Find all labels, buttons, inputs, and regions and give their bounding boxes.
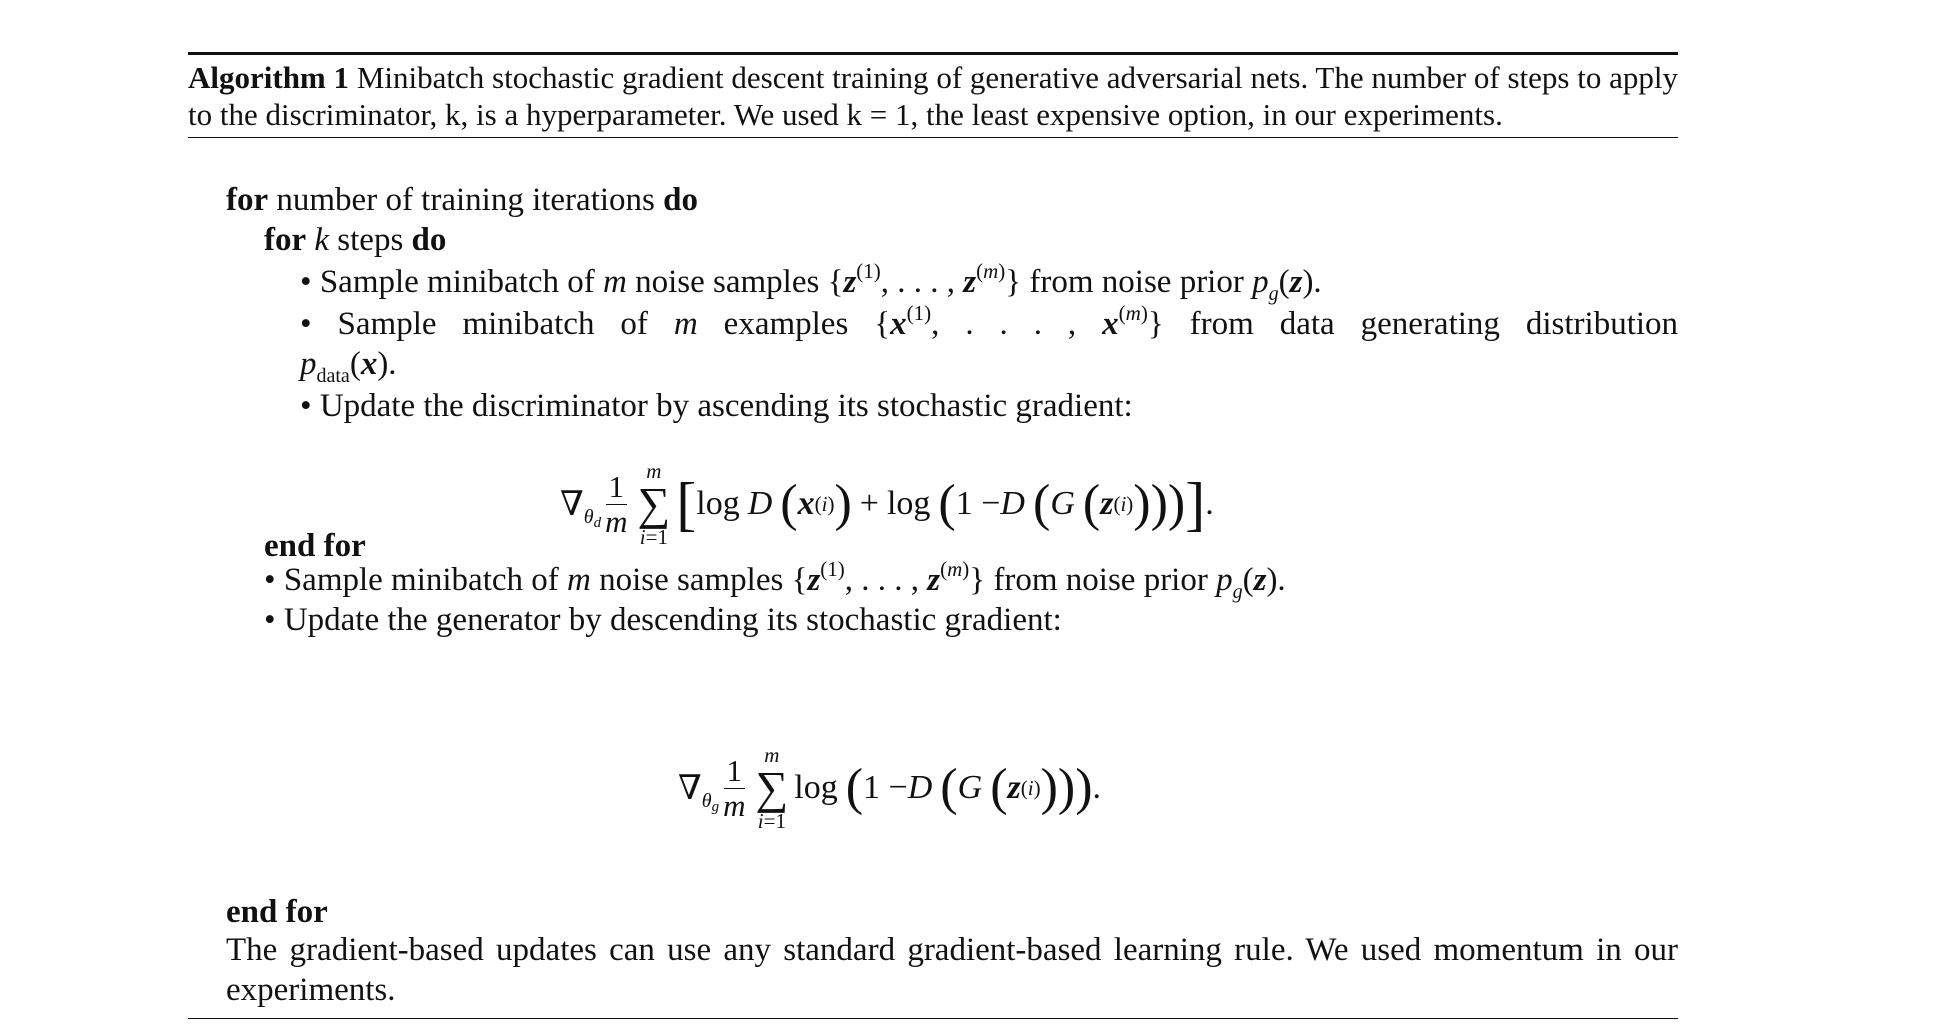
fraction-numerator: 1 bbox=[606, 470, 628, 505]
discriminator-gradient-equation: $\nabla_{\theta_d}$ $\frac{1}{m}$ m ∑ i=1 [ log D ( x (i) ) + log ( 1 − D ( G ( z (i) ))) ] . bbox=[560, 459, 1214, 549]
bullet: • bbox=[264, 602, 276, 638]
k-variable: k bbox=[314, 222, 330, 258]
noise-set-math: {$z^{(1)}$, . . . , $z^{(m)}$} bbox=[791, 557, 986, 598]
footer-note bbox=[226, 930, 1678, 1010]
inner-for-text: steps bbox=[337, 222, 404, 258]
fraction-denominator: m bbox=[605, 503, 628, 539]
fraction-numerator: 1 bbox=[724, 754, 746, 789]
generator-gradient-equation: $\nabla_{\theta_g}$ $\frac{1}{m}$ m ∑ i=1 log ( 1 − D ( G ( z (i) ))) . bbox=[678, 743, 1102, 833]
outer-do-keyword: do bbox=[663, 182, 698, 218]
algorithm-label: Algorithm 1 bbox=[188, 60, 350, 95]
caption-rule bbox=[188, 137, 1678, 138]
bullet: • bbox=[300, 264, 312, 300]
log-function: log bbox=[696, 485, 740, 522]
example-set-math: {$x^{(1)}$, . . . , $x^{(m)}$} bbox=[874, 301, 1164, 342]
log-function: log bbox=[886, 485, 931, 522]
caption-text: Minibatch stochastic gradient descent training of generative adversarial nets. The number of steps to apply to the discriminator, k, is a hyperparameter. We used k = 1, the least expensive option, in our experiments. bbox=[188, 60, 1678, 132]
step-text: Sample minibatch of bbox=[319, 264, 595, 300]
outer-step-1 bbox=[264, 557, 1286, 603]
top-rule bbox=[188, 52, 1678, 55]
noise-prior-math: $p_g(z)$. bbox=[1252, 264, 1322, 305]
outer-for-text: number of training iterations bbox=[276, 182, 655, 218]
sum-upper-limit: m bbox=[646, 459, 662, 483]
bullet: • bbox=[300, 306, 312, 342]
step-text: from noise prior bbox=[993, 562, 1208, 598]
inner-step-1 bbox=[300, 259, 1322, 305]
outer-step-2 bbox=[264, 600, 1062, 640]
data-distribution-math: $p_{data}(x)$. bbox=[300, 346, 397, 387]
bullet: • bbox=[264, 562, 276, 598]
step-text: from data generating distribution bbox=[1189, 306, 1679, 342]
step-text: Update the discriminator by ascending its stochastic gradient: bbox=[319, 388, 1133, 424]
noise-set-math: {$z^{(1)}$, . . . , $z^{(m)}$} bbox=[827, 259, 1022, 300]
inner-step-2 bbox=[300, 301, 1679, 387]
step-text: noise samples bbox=[599, 562, 784, 598]
step-text: Sample minibatch of bbox=[337, 306, 648, 342]
inner-step-3 bbox=[300, 386, 1133, 426]
m-variable: m bbox=[673, 306, 698, 342]
bullet: • bbox=[300, 388, 312, 424]
step-text: examples bbox=[723, 306, 849, 342]
algorithm-box bbox=[188, 52, 1679, 1008]
step-text: from noise prior bbox=[1029, 264, 1244, 300]
outer-end-for bbox=[226, 892, 328, 932]
end-for-keyword: end for bbox=[264, 528, 366, 564]
inner-step-2-first-line bbox=[300, 301, 1679, 344]
m-variable: m bbox=[567, 562, 591, 598]
fraction-denominator: m bbox=[723, 787, 746, 823]
outer-for-line bbox=[226, 180, 698, 220]
step-text: Sample minibatch of bbox=[283, 562, 559, 598]
inner-for-keyword: for bbox=[264, 222, 307, 258]
footer-text: The gradient-based updates can use any standard gradient-based learning rule. We used momentum in our experiments. bbox=[226, 932, 1678, 1008]
step-text: noise samples bbox=[635, 264, 820, 300]
inner-do-keyword: do bbox=[411, 222, 447, 258]
inner-for-line bbox=[264, 220, 446, 260]
log-function: log bbox=[794, 769, 838, 806]
outer-for-keyword: for bbox=[226, 182, 269, 218]
noise-prior-math: $p_g(z)$. bbox=[1216, 562, 1286, 603]
step-text: Update the generator by descending its stochastic gradient: bbox=[283, 602, 1062, 638]
bottom-rule bbox=[188, 1018, 1678, 1019]
m-variable: m bbox=[603, 264, 627, 300]
sum-upper-limit: m bbox=[764, 743, 780, 767]
data-subscript: data bbox=[316, 365, 350, 387]
algorithm-caption bbox=[188, 59, 1678, 133]
end-for-keyword: end for bbox=[226, 894, 328, 930]
